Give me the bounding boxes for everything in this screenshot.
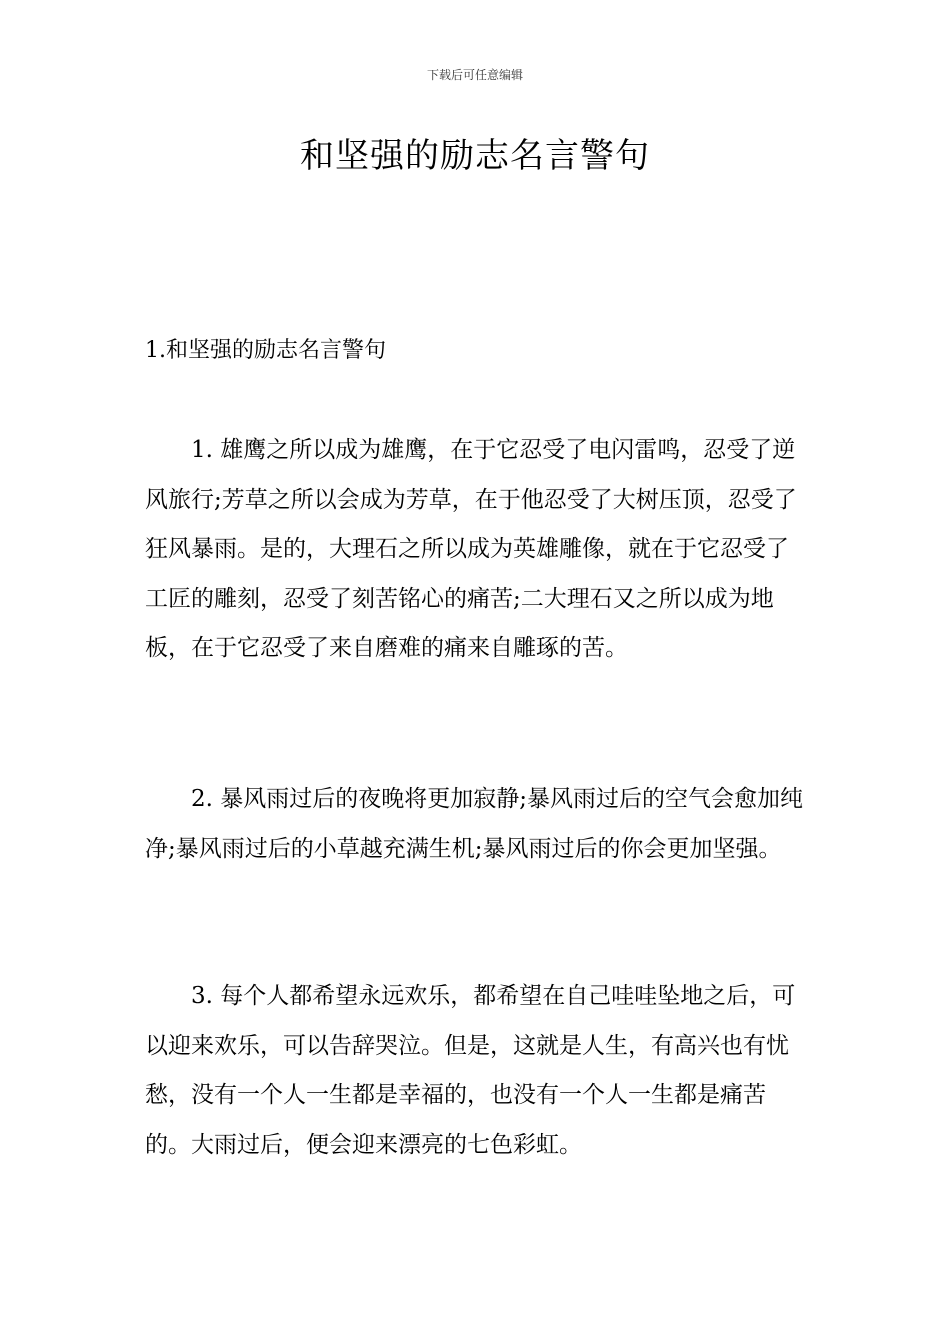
page-title: 和坚强的励志名言警句: [300, 136, 650, 176]
paragraph-3: 3. 每个人都希望永远欢乐，都希望在自己哇哇坠地之后，可以迎来欢乐，可以告辞哭泣。但是，这就是人生，有高兴也有忧愁，没有一个人一生都是幸福的，也没有一个人一生都是痛苦的。大雨过后，便会迎来漂亮的七色彩虹。: [145, 983, 796, 1158]
paragraph-1: 1. 雄鹰之所以成为雄鹰，在于它忍受了电闪雷鸣，忍受了逆风旅行;芳草之所以会成为芳草，在于他忍受了大树压顶，忍受了狂风暴雨。是的，大理石之所以成为英雄雕像，就在于它忍受了工匠的雕刻，忍受了刻苦铭心的痛苦;二大理石又之所以成为地板，在于它忍受了来自磨难的痛来自雕琢的苦。: [145, 437, 797, 661]
header-note: 下载后可任意编辑: [426, 68, 523, 82]
paragraph-2: 2. 暴风雨过后的夜晚将更加寂静;暴风雨过后的空气会愈加纯净;暴风雨过后的小草越充满生机;暴风雨过后的你会更加坚强。: [145, 786, 804, 862]
section-heading: 1.和坚强的励志名言警句: [145, 338, 386, 363]
